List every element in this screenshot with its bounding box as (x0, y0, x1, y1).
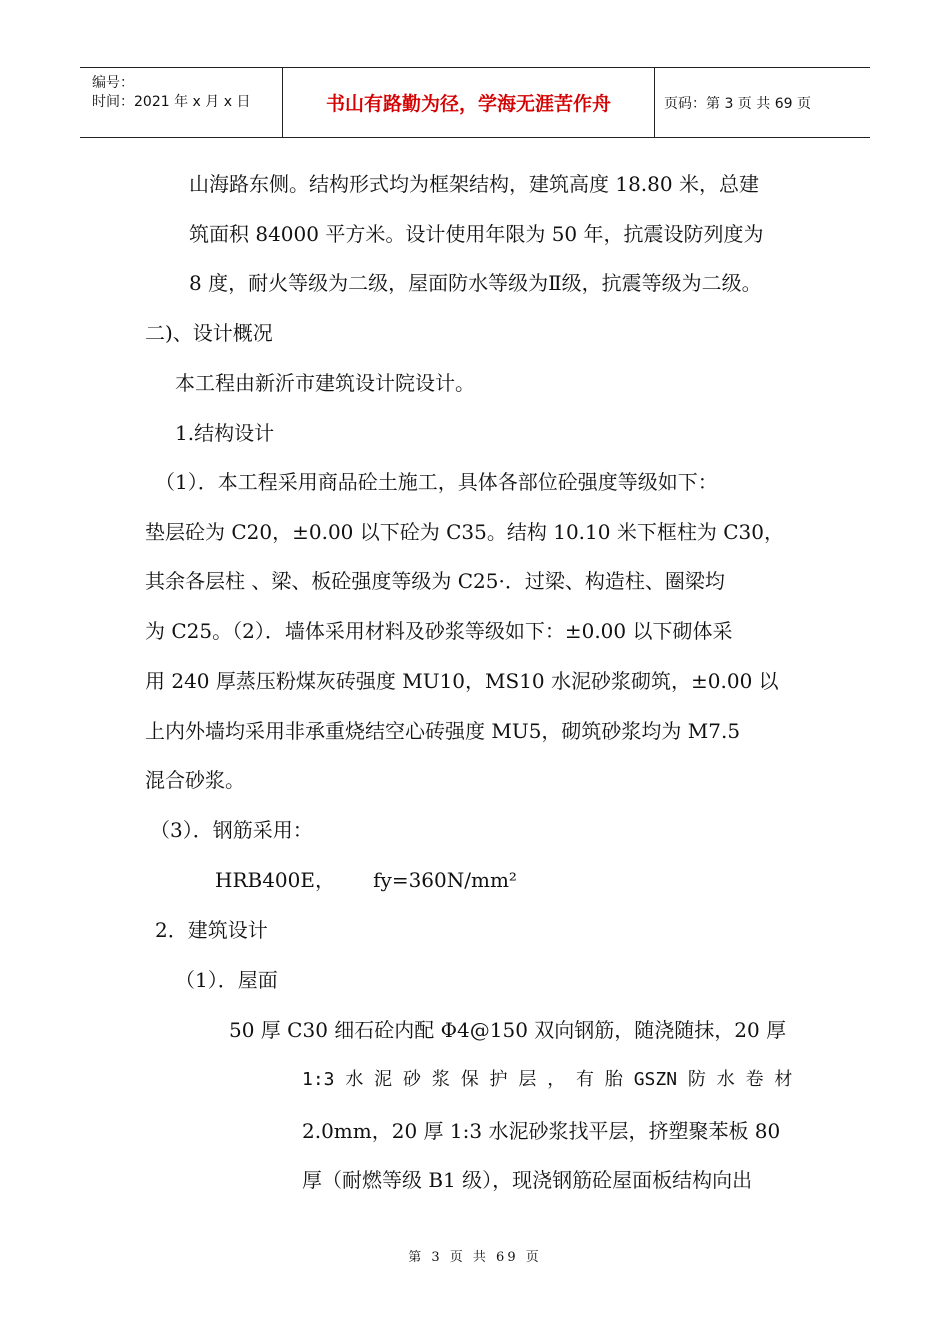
body-line: （1）．屋面 (175, 968, 278, 992)
header-meta-cell (80, 68, 283, 137)
time-label: 时间：2021 年 x 月 x 日 (92, 94, 251, 110)
body-line: 其余各层柱 、梁、板砼强度等级为 C25·．过梁、构造柱、圈梁均 (145, 569, 725, 593)
body-line: 为 C25。（2）．墙体采用材料及砂浆等级如下：±0.00 以下砌体采 (145, 619, 733, 643)
header-motto: 书山有路勤为径，学海无涯苦作舟 (283, 68, 655, 137)
page-footer: 第 3 页 共 69 页 (408, 1250, 542, 1265)
body-line: 山海路东侧。结构形式均为框架结构，建筑高度 18.80 米，总建 (189, 172, 759, 196)
subsection-heading: 1.结构设计 (175, 421, 275, 445)
body-line: 上内外墙均采用非承重烧结空心砖强度 MU5，砌筑砂浆均为 M7.5 (145, 719, 741, 743)
header-page-info: 页码：第 3 页 共 69 页 (664, 95, 811, 112)
body-line: 1:3 水 泥 砂 浆 保 护 层 ， 有 胎 GSZN 防 水 卷 材 (302, 1069, 793, 1090)
body-line: 用 240 厚蒸压粉煤灰砖强度 MU10，MS10 水泥砂浆砌筑，±0.00 以 (145, 669, 779, 693)
body-line: 2.0mm，20 厚 1:3 水泥砂浆找平层，挤塑聚苯板 80 (302, 1119, 781, 1143)
subsection-heading: 2．建筑设计 (155, 918, 268, 942)
body-line: （3）．钢筋采用： (150, 818, 313, 842)
number-label: 编号： (92, 75, 134, 91)
document-header (80, 67, 870, 138)
body-line: 8 度，耐火等级为二级，屋面防水等级为Ⅱ级，抗震等级为二级。 (189, 271, 762, 295)
section-heading: 二)、设计概况 (145, 321, 273, 345)
body-line: 混合砂浆。 (145, 768, 245, 792)
body-line: （1）．本工程采用商品砼土施工，具体各部位砼强度等级如下： (155, 470, 718, 494)
body-line: 垫层砼为 C20，±0.00 以下砼为 C35。结构 10.10 米下框柱为 C30， (145, 520, 784, 544)
body-line: 厚（耐燃等级 B1 级），现浇钢筋砼屋面板结构向出 (302, 1168, 753, 1192)
rebar-spec: HRB400E， fy=360N/mm² (215, 868, 517, 892)
body-line: 50 厚 C30 细石砼内配 Φ4@150 双向钢筋，随浇随抹，20 厚 (229, 1018, 787, 1042)
body-line: 本工程由新沂市建筑设计院设计。 (175, 371, 475, 395)
body-line: 筑面积 84000 平方米。设计使用年限为 50 年，抗震设防列度为 (189, 222, 764, 246)
